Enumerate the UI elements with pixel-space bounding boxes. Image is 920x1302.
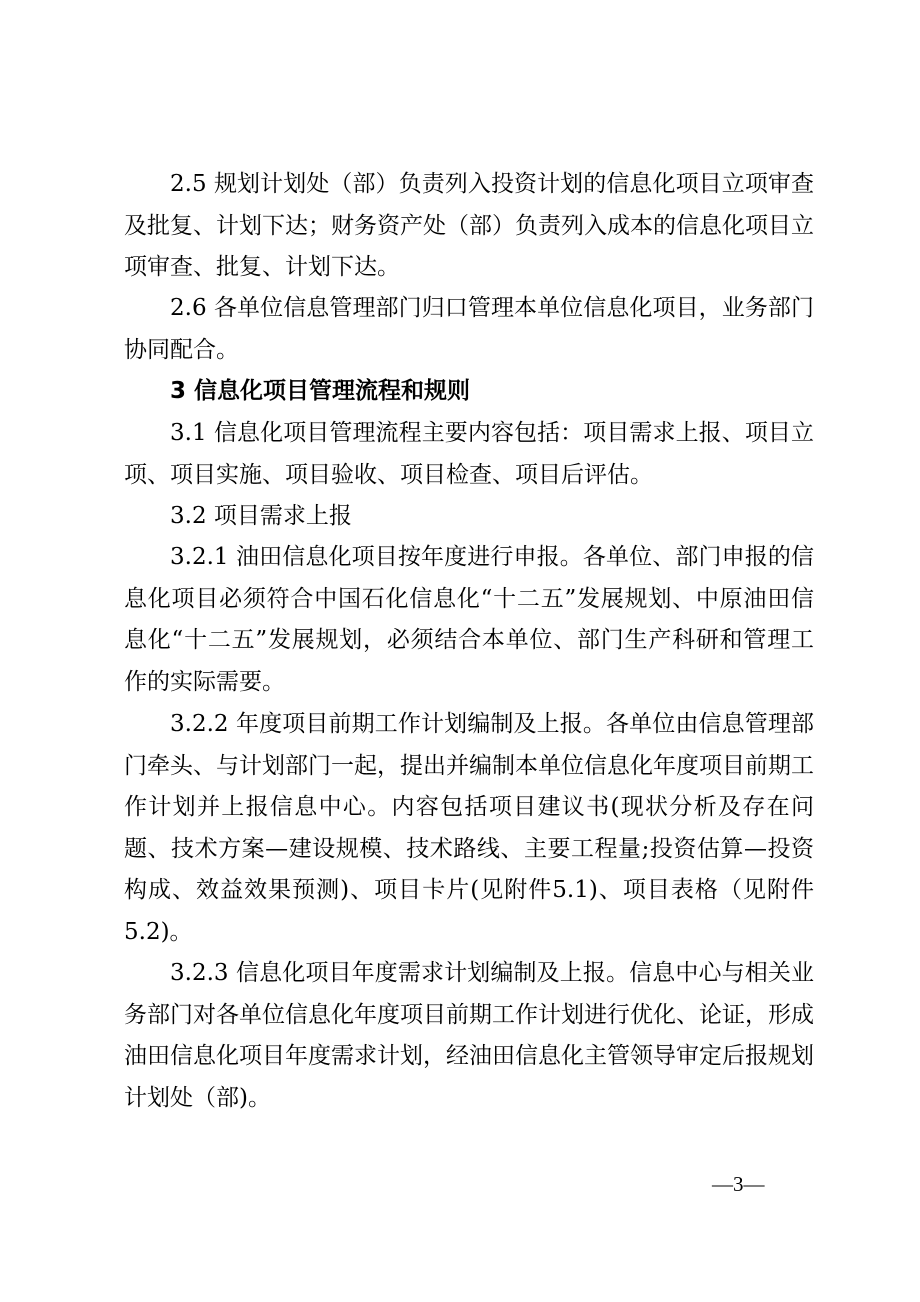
paragraph-3-2-2: 3.2.2 年度项目前期工作计划编制及上报。各单位由信息管理部门牵头、与计划部门一起，提出并编制本单位信息化年度项目前期工作计划并上报信息中心。内容包括项目建议书(现状分析及存在问题、技术方案—建设规模、技术路线、主要工程量;投资估算—投资构成、效益效果预测)、项目卡片(见附件5.1)、项目表格（见附件5.2)。: [124, 711, 814, 945]
paragraph-3-2-3: 3.2.3 信息化项目年度需求计划编制及上报。信息中心与相关业务部门对各单位信息化年度项目前期工作计划进行优化、论证，形成油田信息化项目年度需求计划，经油田信息化主管领导审定后报规划计划处（部)。: [124, 960, 814, 1111]
page-number: —3—: [712, 1172, 765, 1196]
paragraph-2-6: 2.6 各单位信息管理部门归口管理本单位信息化项目，业务部门协同配合。: [124, 295, 814, 363]
paragraph-2-5: 2.5 规划计划处（部）负责列入投资计划的信息化项目立项审查及批复、计划下达；财务资产处（部）负责列入成本的信息化项目立项审查、批复、计划下达。: [124, 171, 814, 280]
paragraph-3-2-1: 3.2.1 油田信息化项目按年度进行申报。各单位、部门申报的信息化项目必须符合中国石化信息化“十二五”发展规划、中原油田信息化“十二五”发展规划，必须结合本单位、部门生产科研和管理工作的实际需要。: [124, 544, 814, 695]
section-heading-3: 3 信息化项目管理流程和规则: [170, 378, 471, 404]
subheading-3-2: 3.2 项目需求上报: [170, 503, 352, 529]
paragraph-3-1: 3.1 信息化项目管理流程主要内容包括：项目需求上报、项目立项、项目实施、项目验收、项目检查、项目后评估。: [124, 420, 814, 488]
